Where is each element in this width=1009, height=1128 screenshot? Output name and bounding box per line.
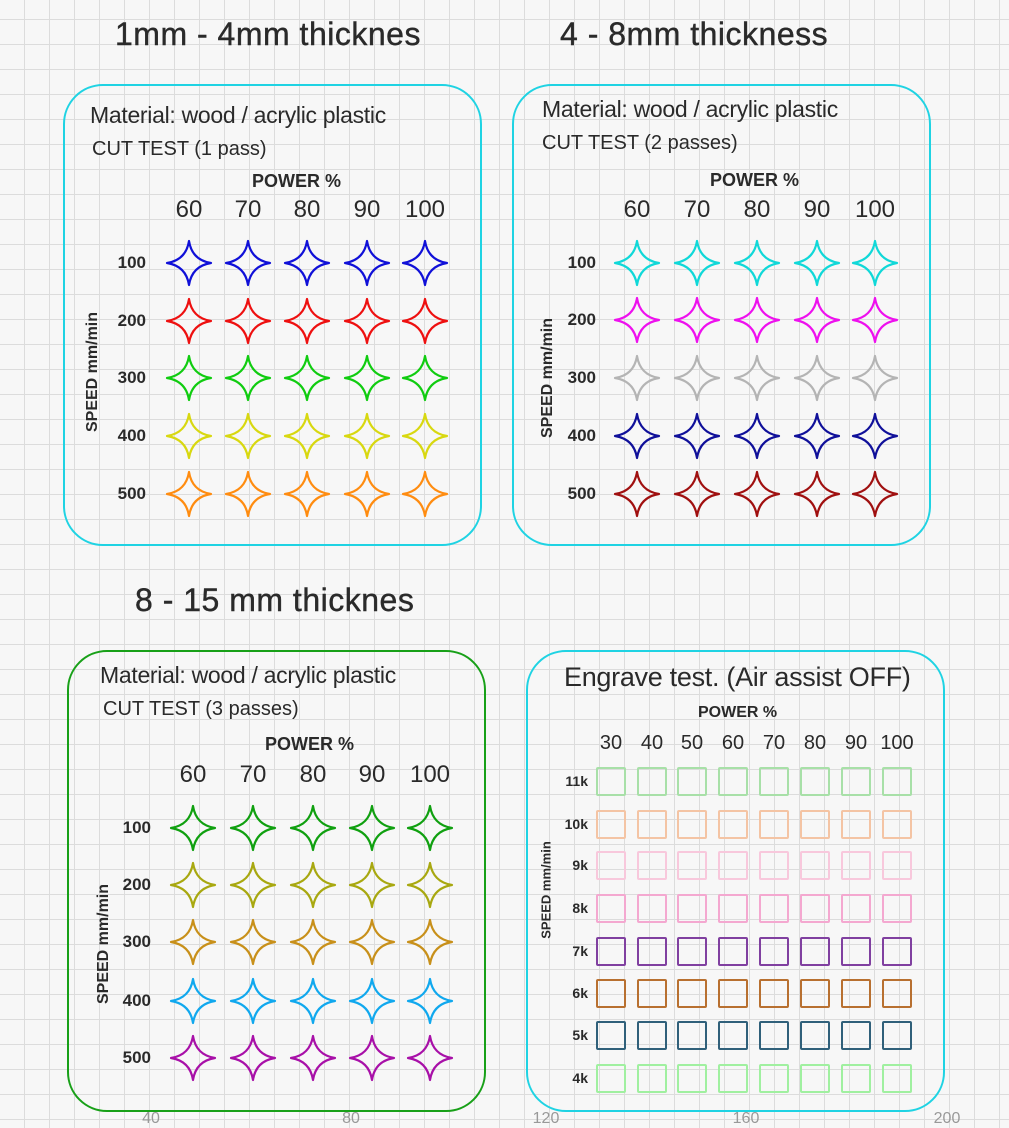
speed-value: 6k: [572, 985, 588, 1001]
power-value: 90: [844, 732, 868, 754]
engrave-square: [718, 937, 748, 966]
star-cut-mark: [225, 800, 281, 856]
engrave-square: [841, 1064, 871, 1093]
engrave-square: [882, 810, 912, 839]
star-cut-mark: [609, 350, 665, 406]
engrave-square: [637, 937, 667, 966]
star-cut-mark: [669, 408, 725, 464]
engrave-square: [677, 810, 707, 839]
star-cut-mark: [279, 293, 335, 349]
engrave-square: [596, 894, 626, 923]
star-cut-mark: [669, 466, 725, 522]
engrave-square: [841, 1021, 871, 1050]
engrave-square: [882, 851, 912, 880]
engrave-square: [677, 894, 707, 923]
test-label: CUT TEST (1 pass): [92, 138, 267, 160]
speed-value: 9k: [572, 857, 588, 873]
star-cut-mark: [402, 1030, 458, 1086]
star-cut-mark: [847, 235, 903, 291]
star-cut-mark: [220, 466, 276, 522]
speed-value: 8k: [572, 900, 588, 916]
star-cut-mark: [729, 292, 785, 348]
star-cut-mark: [344, 800, 400, 856]
star-cut-mark: [847, 350, 903, 406]
engrave-square: [677, 851, 707, 880]
material-label: Material: wood / acrylic plastic: [542, 96, 838, 122]
engrave-square: [718, 979, 748, 1008]
speed-value: 400: [117, 426, 146, 445]
engrave-square: [677, 937, 707, 966]
title-4-8mm: 4 - 8mm thickness: [560, 16, 829, 52]
power-value: 80: [299, 761, 327, 788]
star-cut-mark: [729, 466, 785, 522]
ruler-tick: 160: [732, 1110, 760, 1127]
star-cut-mark: [669, 235, 725, 291]
star-cut-mark: [344, 973, 400, 1029]
star-cut-mark: [397, 293, 453, 349]
power-value: 50: [680, 732, 704, 754]
star-cut-mark: [729, 235, 785, 291]
engrave-square: [596, 767, 626, 796]
engrave-square: [800, 979, 830, 1008]
star-cut-mark: [279, 408, 335, 464]
star-cut-mark: [339, 350, 395, 406]
power-value: 60: [175, 196, 203, 223]
speed-value: 100: [117, 253, 146, 272]
speed-value: 500: [567, 484, 596, 503]
engrave-square: [596, 979, 626, 1008]
power-value: 70: [762, 732, 786, 754]
title-8-15mm: 8 - 15 mm thicknes: [135, 582, 415, 618]
star-cut-mark: [344, 914, 400, 970]
power-header: POWER %: [265, 734, 355, 754]
speed-axis-label: SPEED mm/min: [538, 841, 554, 939]
speed-value: 7k: [572, 943, 588, 959]
power-value: 60: [721, 732, 745, 754]
power-value: 80: [743, 196, 771, 223]
engrave-square: [882, 767, 912, 796]
engrave-square: [800, 1064, 830, 1093]
engrave-square: [882, 894, 912, 923]
engrave-square: [800, 1021, 830, 1050]
star-cut-mark: [669, 350, 725, 406]
speed-value: 200: [117, 311, 146, 330]
test-label: CUT TEST (3 passes): [103, 698, 299, 720]
star-cut-mark: [669, 292, 725, 348]
star-cut-mark: [285, 857, 341, 913]
title-1-4mm: 1mm - 4mm thicknes: [115, 16, 421, 52]
ruler-tick: 40: [142, 1110, 160, 1127]
star-cut-mark: [161, 235, 217, 291]
star-cut-mark: [225, 857, 281, 913]
power-value: 30: [599, 732, 623, 754]
star-cut-mark: [165, 857, 221, 913]
star-cut-mark: [285, 973, 341, 1029]
engrave-square: [759, 767, 789, 796]
power-value: 80: [803, 732, 827, 754]
star-cut-mark: [397, 466, 453, 522]
star-cut-mark: [225, 914, 281, 970]
power-value: 70: [683, 196, 711, 223]
speed-value: 200: [567, 310, 596, 329]
speed-value: 300: [122, 932, 151, 951]
engrave-square: [800, 851, 830, 880]
engrave-square: [637, 894, 667, 923]
star-cut-mark: [402, 800, 458, 856]
star-cut-mark: [225, 1030, 281, 1086]
engrave-square: [596, 1021, 626, 1050]
star-cut-mark: [789, 466, 845, 522]
star-cut-mark: [165, 1030, 221, 1086]
engrave-square: [882, 937, 912, 966]
engrave-square: [677, 979, 707, 1008]
engrave-square: [718, 1064, 748, 1093]
speed-axis-label: SPEED mm/min: [539, 317, 556, 439]
star-cut-mark: [161, 466, 217, 522]
star-cut-mark: [225, 973, 281, 1029]
star-cut-mark: [220, 235, 276, 291]
speed-value: 100: [122, 818, 151, 837]
engrave-square: [759, 979, 789, 1008]
power-value: 90: [353, 196, 381, 223]
star-cut-mark: [344, 857, 400, 913]
material-label: Material: wood / acrylic plastic: [90, 102, 386, 128]
star-cut-mark: [789, 350, 845, 406]
speed-value: 400: [567, 426, 596, 445]
engrave-square: [718, 851, 748, 880]
power-header: POWER %: [698, 704, 778, 721]
engrave-square: [882, 1064, 912, 1093]
speed-value: 400: [122, 991, 151, 1010]
speed-axis-label: SPEED mm/min: [95, 883, 112, 1005]
engrave-square: [759, 851, 789, 880]
engrave-square: [596, 810, 626, 839]
star-cut-mark: [847, 408, 903, 464]
engrave-square: [800, 767, 830, 796]
star-cut-mark: [220, 408, 276, 464]
star-cut-mark: [344, 1030, 400, 1086]
star-cut-mark: [402, 914, 458, 970]
star-cut-mark: [609, 235, 665, 291]
engrave-square: [882, 979, 912, 1008]
power-value: 40: [640, 732, 664, 754]
star-cut-mark: [285, 1030, 341, 1086]
engrave-square: [800, 937, 830, 966]
engrave-square: [637, 767, 667, 796]
star-cut-mark: [397, 408, 453, 464]
star-cut-mark: [165, 914, 221, 970]
engrave-square: [800, 894, 830, 923]
star-cut-mark: [165, 800, 221, 856]
star-cut-mark: [789, 408, 845, 464]
star-cut-mark: [161, 408, 217, 464]
star-cut-mark: [165, 973, 221, 1029]
speed-value: 500: [117, 484, 146, 503]
power-value: 60: [623, 196, 651, 223]
star-cut-mark: [279, 235, 335, 291]
engrave-square: [637, 851, 667, 880]
speed-value: 5k: [572, 1027, 588, 1043]
engrave-square: [718, 810, 748, 839]
engrave-square: [718, 1021, 748, 1050]
star-cut-mark: [339, 466, 395, 522]
speed-value: 10k: [564, 816, 588, 832]
star-cut-mark: [609, 408, 665, 464]
star-cut-mark: [279, 466, 335, 522]
engrave-square: [841, 937, 871, 966]
speed-value: 500: [122, 1048, 151, 1067]
speed-value: 300: [117, 368, 146, 387]
speed-axis-label: SPEED mm/min: [84, 311, 101, 433]
star-cut-mark: [847, 466, 903, 522]
power-value: 100: [404, 196, 446, 223]
engrave-square: [841, 767, 871, 796]
power-value: 100: [409, 761, 451, 788]
star-cut-mark: [397, 235, 453, 291]
star-cut-mark: [339, 408, 395, 464]
engrave-square: [759, 810, 789, 839]
star-cut-mark: [161, 293, 217, 349]
engrave-square: [596, 1064, 626, 1093]
engrave-square: [718, 767, 748, 796]
star-cut-mark: [279, 350, 335, 406]
engrave-square: [759, 1064, 789, 1093]
speed-value: 100: [567, 253, 596, 272]
engrave-square: [841, 851, 871, 880]
power-value: 100: [854, 196, 896, 223]
engrave-square: [882, 1021, 912, 1050]
star-cut-mark: [285, 914, 341, 970]
star-cut-mark: [220, 350, 276, 406]
engrave-square: [759, 894, 789, 923]
engrave-square: [637, 1064, 667, 1093]
star-cut-mark: [609, 466, 665, 522]
speed-value: 300: [567, 368, 596, 387]
star-cut-mark: [339, 293, 395, 349]
star-cut-mark: [789, 292, 845, 348]
engrave-square: [841, 810, 871, 839]
engrave-square: [596, 937, 626, 966]
engrave-square: [637, 1021, 667, 1050]
speed-value: 4k: [572, 1070, 588, 1086]
ruler-tick: 120: [532, 1110, 560, 1127]
star-cut-mark: [729, 408, 785, 464]
star-cut-mark: [220, 293, 276, 349]
power-value: 70: [234, 196, 262, 223]
star-cut-mark: [339, 235, 395, 291]
engrave-title: Engrave test. (Air assist OFF): [564, 662, 911, 692]
power-value: 90: [358, 761, 386, 788]
engrave-square: [677, 1021, 707, 1050]
engrave-square: [841, 979, 871, 1008]
star-cut-mark: [789, 235, 845, 291]
power-header: POWER %: [252, 171, 342, 191]
star-cut-mark: [729, 350, 785, 406]
engrave-square: [677, 767, 707, 796]
engrave-square: [637, 810, 667, 839]
power-value: 100: [880, 732, 914, 754]
engrave-square: [759, 1021, 789, 1050]
star-cut-mark: [402, 857, 458, 913]
power-value: 80: [293, 196, 321, 223]
material-label: Material: wood / acrylic plastic: [100, 662, 396, 688]
speed-value: 200: [122, 875, 151, 894]
engrave-square: [841, 894, 871, 923]
power-value: 70: [239, 761, 267, 788]
test-label: CUT TEST (2 passes): [542, 132, 738, 154]
engrave-square: [637, 979, 667, 1008]
power-value: 60: [179, 761, 207, 788]
power-value: 90: [803, 196, 831, 223]
star-cut-mark: [161, 350, 217, 406]
engrave-square: [677, 1064, 707, 1093]
star-cut-mark: [609, 292, 665, 348]
engrave-square: [759, 937, 789, 966]
engrave-square: [596, 851, 626, 880]
ruler-tick: 200: [933, 1110, 961, 1127]
star-cut-mark: [285, 800, 341, 856]
engrave-square: [800, 810, 830, 839]
star-cut-mark: [402, 973, 458, 1029]
speed-value: 11k: [565, 773, 588, 789]
engrave-square: [718, 894, 748, 923]
star-cut-mark: [847, 292, 903, 348]
power-header: POWER %: [710, 170, 800, 190]
ruler-tick: 80: [342, 1110, 360, 1127]
star-cut-mark: [397, 350, 453, 406]
